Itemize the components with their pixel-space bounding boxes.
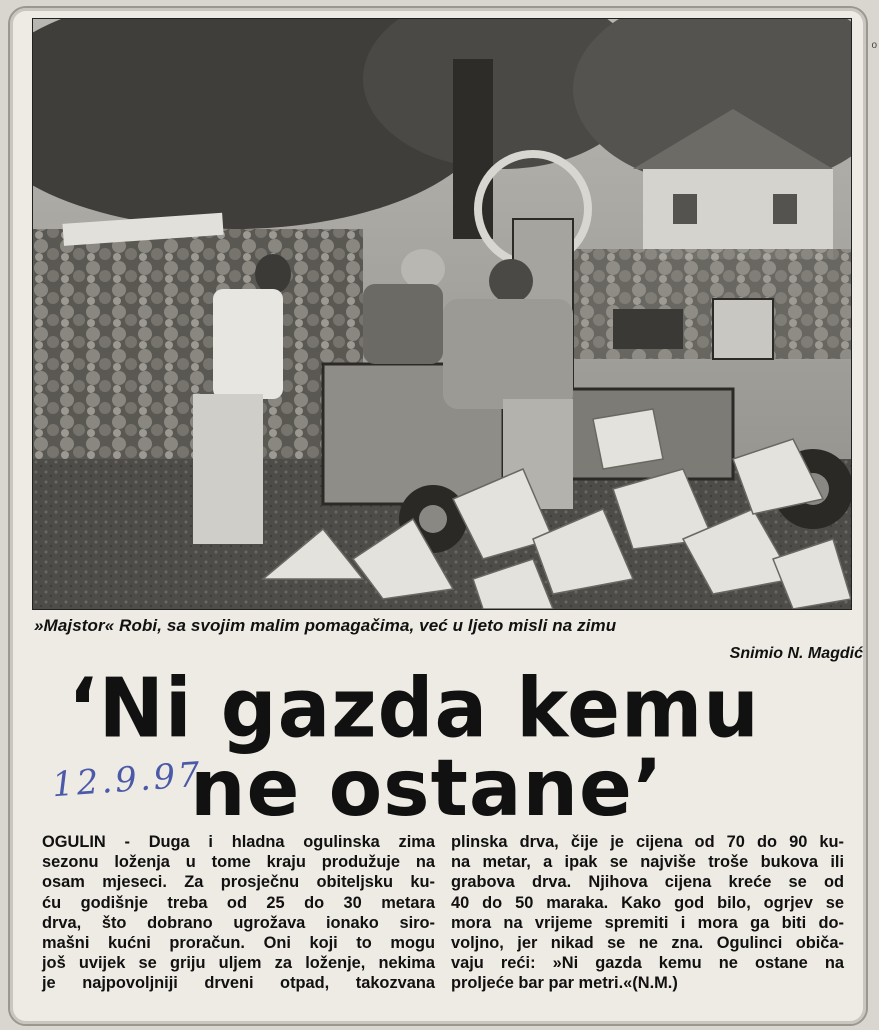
headline-line-1: ‘Ni gazda kemu bbox=[68, 661, 760, 757]
photo-caption: »Majstor« Robi, sa svojim malim pomagačima, već u ljeto misli na zimu bbox=[34, 616, 617, 635]
article-photo bbox=[32, 18, 852, 610]
article-line: na metar, a ipak se najviše troše bukova ili bbox=[451, 853, 844, 872]
article-line: drva, što dobrano ugrožava ionako siro- bbox=[42, 913, 435, 932]
clipping-edge-text: o bbox=[871, 40, 877, 51]
photo-credit: Snimio N. Magdić bbox=[729, 645, 863, 662]
photo-woodcutting-scene bbox=[33, 19, 851, 609]
article-line: plinska drva, čije je cijena od 70 do 90 ku- bbox=[451, 833, 844, 851]
article-line: još uvijek se griju uljem za loženje, nekima bbox=[42, 954, 435, 973]
article-line: mora na vrijeme spremiti i mora ga biti do- bbox=[451, 913, 844, 932]
article-line: vaju reći: »Ni gazda kemu ne ostane na bbox=[451, 954, 844, 973]
article-line: voljno, jer nikad se ne zna. Ogulinci običa- bbox=[451, 934, 844, 953]
article-line: proljeće bar par metri.«(N.M.) bbox=[451, 974, 678, 993]
article-line: ću godišnje treba od 25 do 30 metara bbox=[42, 893, 435, 912]
handwritten-date: 12.9.97 bbox=[50, 754, 204, 806]
article-line: mašni kućni proračun. Oni koji to mogu bbox=[42, 934, 435, 953]
article-line: osam mjeseci. Za prosječnu obiteljsku ku- bbox=[42, 873, 435, 892]
article-column-1 bbox=[42, 832, 435, 994]
article-line: grabova drva. Njihova cijena kreće se od bbox=[451, 873, 844, 892]
article-line: je najpovoljniji drveni otpad, takozvana bbox=[42, 974, 435, 993]
article-line: OGULIN - Duga i hladna ogulinska zima bbox=[42, 833, 435, 851]
headline-line-2: ne ostane’ bbox=[190, 744, 664, 834]
article-column-2 bbox=[451, 832, 844, 994]
article-line: 40 do 50 maraka. Kako god bilo, ogrjev se bbox=[451, 893, 844, 912]
article-line: sezonu loženja u tome kraju produžuje na bbox=[42, 853, 435, 872]
